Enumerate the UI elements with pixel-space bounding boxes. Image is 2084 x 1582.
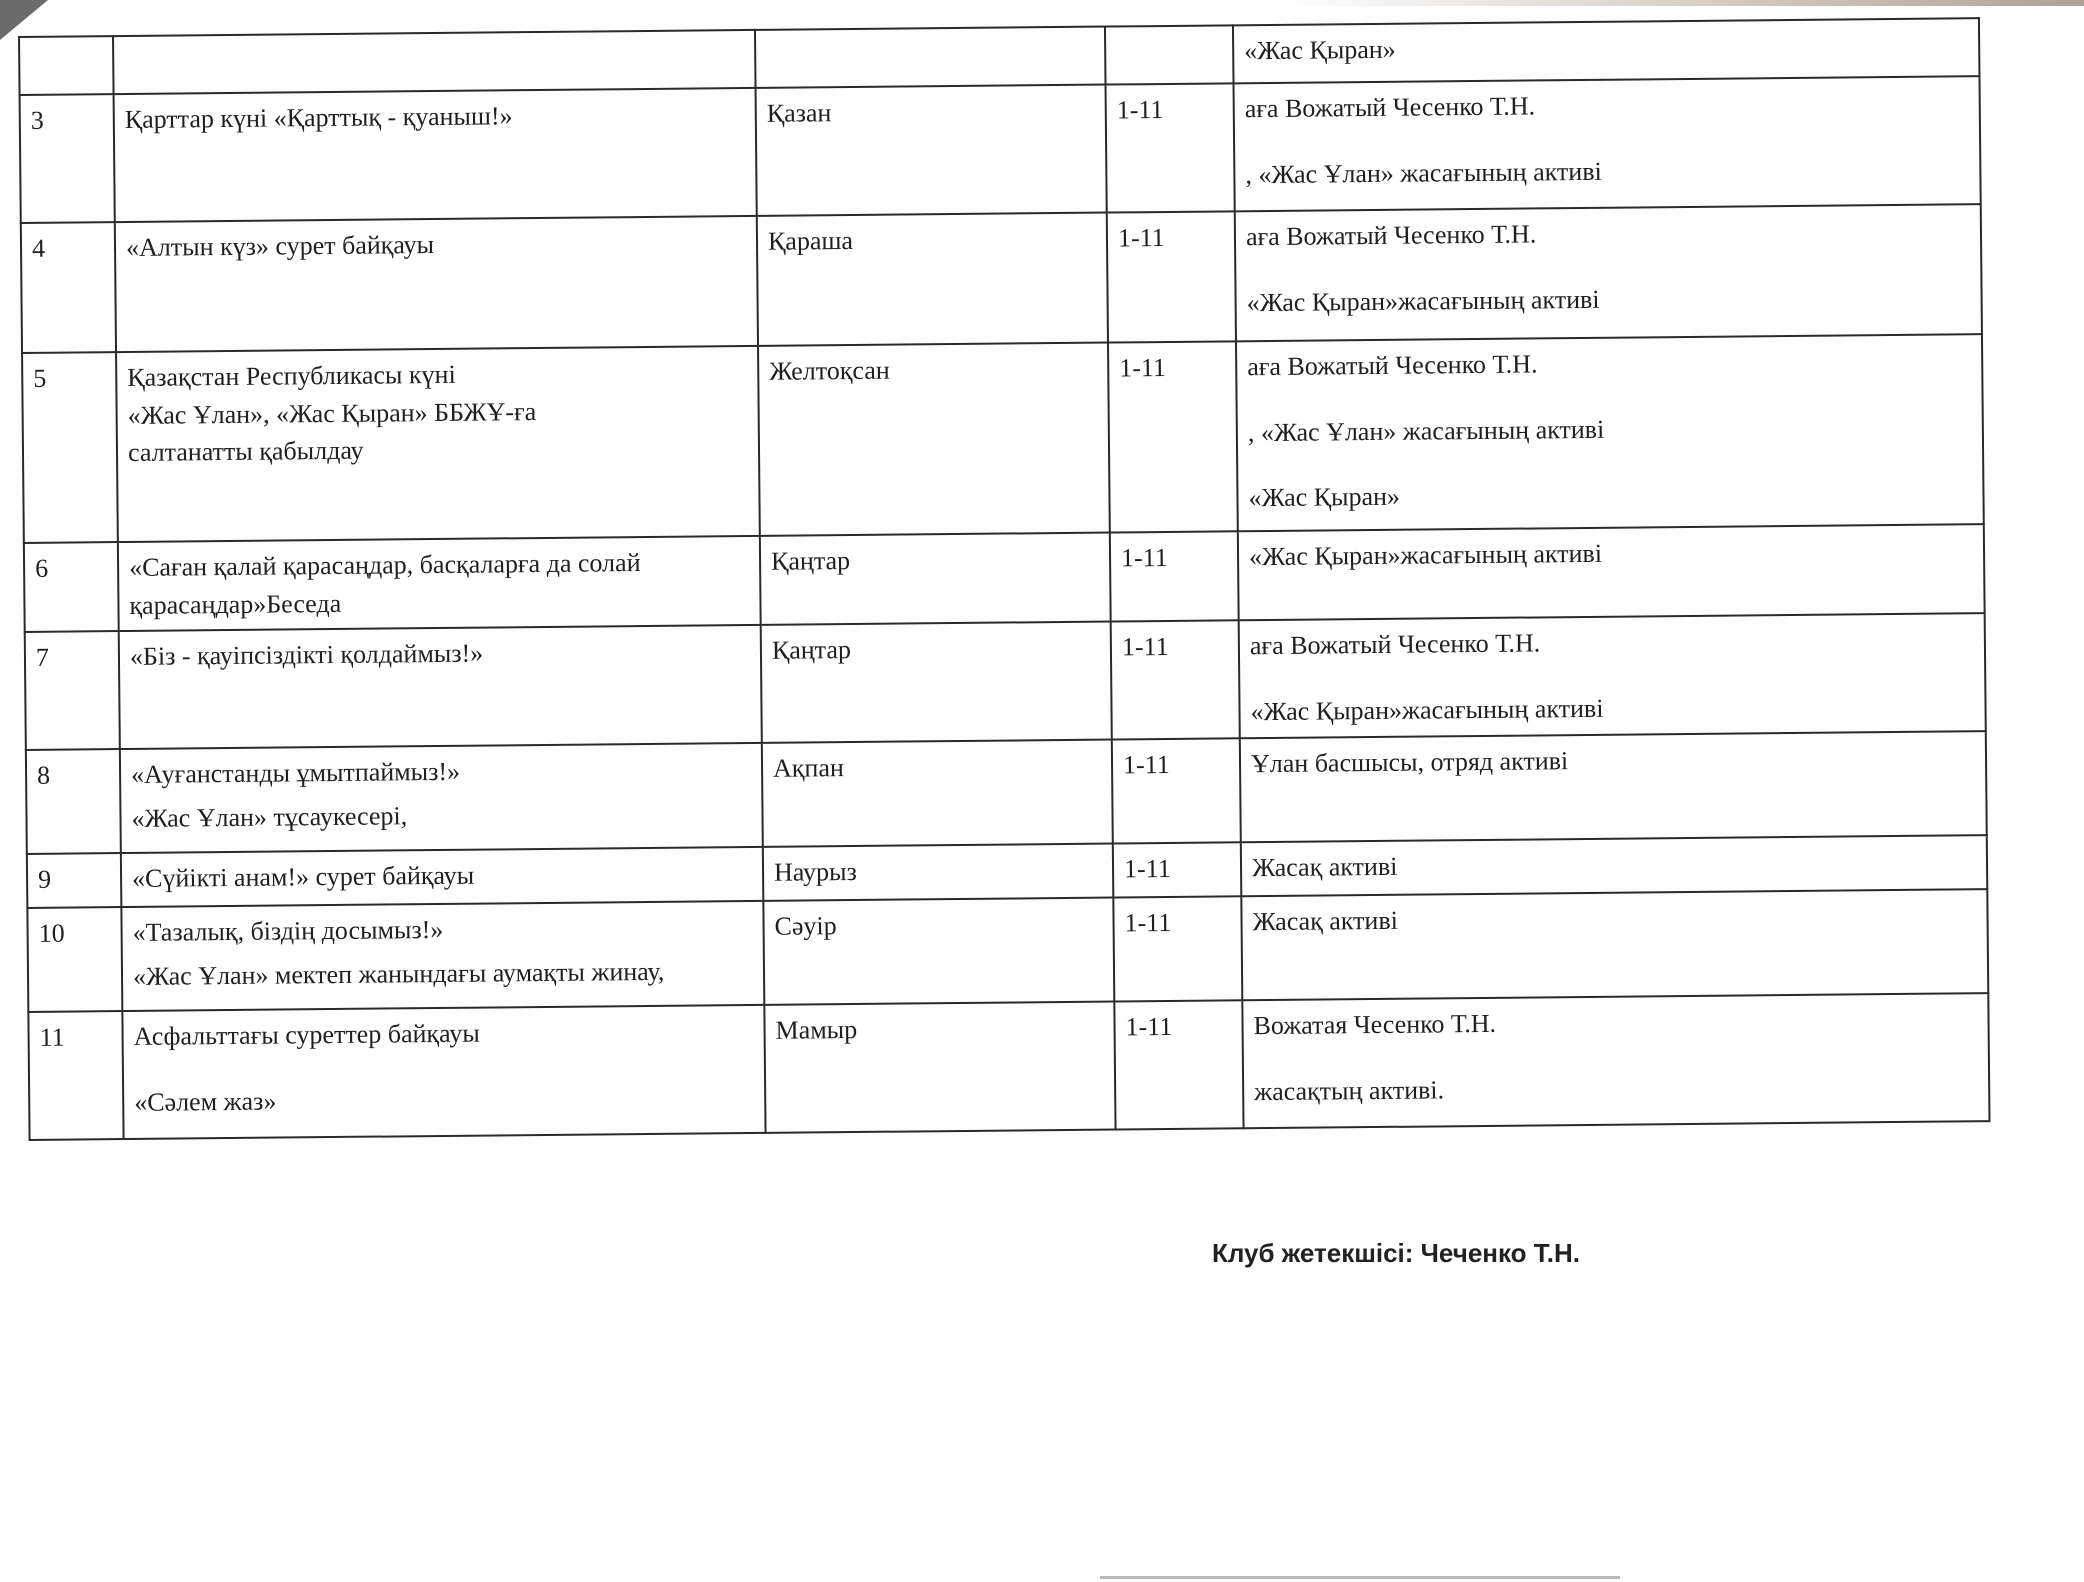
grades-cell: 1-11 <box>1113 843 1242 898</box>
event-plan-table <box>18 17 1991 1141</box>
row-number: 9 <box>27 853 122 908</box>
month-cell: Желтоқсан <box>758 343 1110 536</box>
page-corner-shadow <box>0 0 48 40</box>
event-line: салтанатты қабылдау <box>127 436 364 468</box>
month-cell <box>755 27 1106 88</box>
responsible-line: «Жас Қыран»жасағының активі <box>1250 693 1604 727</box>
table-row <box>27 890 1988 1013</box>
event-line: «Жас Ұлан» тұсаукесері, <box>131 801 408 834</box>
responsible-line: , «Жас Ұлан» жасағының активі <box>1245 156 1602 189</box>
responsible-cell <box>1239 614 1986 739</box>
responsible-line: аға Вожатый Чесенко Т.Н. <box>1245 219 1537 252</box>
table-row <box>26 732 1987 855</box>
responsible-cell <box>1236 334 1984 531</box>
row-number: 6 <box>24 542 119 632</box>
event-line: «Сәлем жаз» <box>134 1086 277 1117</box>
row-number: 10 <box>27 907 122 1012</box>
month-cell: Қаңтар <box>761 622 1112 743</box>
responsible-cell <box>1238 524 1985 621</box>
row-number: 11 <box>28 1011 123 1140</box>
responsible-line: Жасақ активі <box>1252 906 1399 937</box>
grades-cell: 1-11 <box>1107 211 1236 342</box>
table-row <box>22 334 1984 543</box>
responsible-line: , «Жас Ұлан» жасағының активі <box>1247 414 1605 447</box>
month-cell: Наурыз <box>763 844 1114 901</box>
month-cell: Қаңтар <box>760 533 1111 626</box>
grades-cell: 1-11 <box>1110 531 1239 622</box>
event-line: «Ауғанстанды ұмытпаймыз!» <box>130 757 461 790</box>
row-number: 8 <box>26 749 121 854</box>
table-row <box>21 204 1982 353</box>
grades-cell <box>1105 25 1234 84</box>
responsible-cell <box>1234 76 1981 211</box>
page-bottom-mark <box>1100 1576 1620 1579</box>
responsible-cell <box>1241 890 1988 1001</box>
event-line: Қарттар күні «Қарттық - қуаныш!» <box>124 101 513 134</box>
page-top-edge <box>1280 0 2084 6</box>
event-line: «Жас Ұлан», «Жас Қыран» ББЖҰ-ға <box>127 396 537 430</box>
month-cell: Қараша <box>757 213 1108 346</box>
responsible-line: Жасақ активі <box>1251 852 1398 883</box>
grades-cell: 1-11 <box>1113 897 1242 1002</box>
event-line: «Саған қалай қарасаңдар, басқаларға да солай <box>128 548 641 582</box>
event-cell <box>116 346 760 542</box>
grades-cell: 1-11 <box>1111 621 1240 740</box>
row-number: 4 <box>21 222 116 353</box>
club-leader-signature: Клуб жетекшісі: Чеченко Т.Н. <box>1212 1238 1580 1268</box>
responsible-line: «Жас Қыран»жасағының активі <box>1246 284 1600 317</box>
month-cell: Қазан <box>756 85 1107 216</box>
grades-cell: 1-11 <box>1106 83 1235 212</box>
grades-cell: 1-11 <box>1114 1001 1243 1130</box>
grades-cell: 1-11 <box>1108 341 1238 532</box>
row-number <box>19 36 114 95</box>
responsible-cell <box>1233 18 1980 83</box>
responsible-line: «Жас Қыран» <box>1244 34 1396 66</box>
event-cell <box>119 625 762 749</box>
event-cell <box>113 30 756 94</box>
event-cell <box>115 216 758 352</box>
event-cell <box>120 743 763 853</box>
document-page <box>18 17 1989 1141</box>
month-cell: Мамыр <box>764 1002 1115 1133</box>
event-line: Асфальттағы суреттер байқауы <box>133 1018 480 1052</box>
row-number: 3 <box>20 94 115 223</box>
event-line: «Тазалық, біздің досымыз!» <box>132 915 444 948</box>
month-cell: Сәуір <box>763 898 1114 1005</box>
responsible-cell <box>1235 204 1982 341</box>
event-cell <box>121 847 763 907</box>
row-number: 7 <box>25 631 120 750</box>
table-row <box>20 76 1981 223</box>
event-line: «Біз - қауіпсіздікті қолдаймыз!» <box>129 638 484 672</box>
event-line: «Жас Ұлан» мектеп жанындағы аумақты жинау, <box>132 956 665 992</box>
grades-cell: 1-11 <box>1112 739 1241 844</box>
event-cell <box>118 536 761 632</box>
responsible-line: «Жас Қыран» <box>1248 482 1401 513</box>
row-number: 5 <box>22 352 118 543</box>
event-cell <box>121 901 764 1011</box>
month-cell: Ақпан <box>762 740 1113 847</box>
responsible-cell <box>1242 994 1989 1129</box>
event-line: қарасаңдар»Беседа <box>129 588 342 620</box>
responsible-line: «Жас Қыран»жасағының активі <box>1248 538 1603 572</box>
event-cell <box>122 1005 765 1139</box>
responsible-line: Вожатая Чесенко Т.Н. <box>1253 1009 1497 1041</box>
event-cell <box>114 88 757 222</box>
responsible-line: Ұлан басшысы, отряд активі <box>1250 746 1569 779</box>
responsible-cell <box>1240 732 1987 843</box>
responsible-line: аға Вожатый Чесенко Т.Н. <box>1244 91 1536 124</box>
table-row <box>28 994 1989 1141</box>
responsible-line: жасақтың активі. <box>1254 1075 1445 1107</box>
event-line: «Алтын күз» сурет байқауы <box>125 230 435 262</box>
event-line: Қазақстан Республикасы күні <box>127 359 456 392</box>
responsible-line: аға Вожатый Чесенко Т.Н. <box>1249 628 1541 661</box>
event-line: «Сүйікті анам!» сурет байқауы <box>131 861 475 894</box>
responsible-cell <box>1241 836 1987 897</box>
table-row <box>25 614 1986 751</box>
responsible-line: аға Вожатый Чесенко Т.Н. <box>1247 349 1538 382</box>
